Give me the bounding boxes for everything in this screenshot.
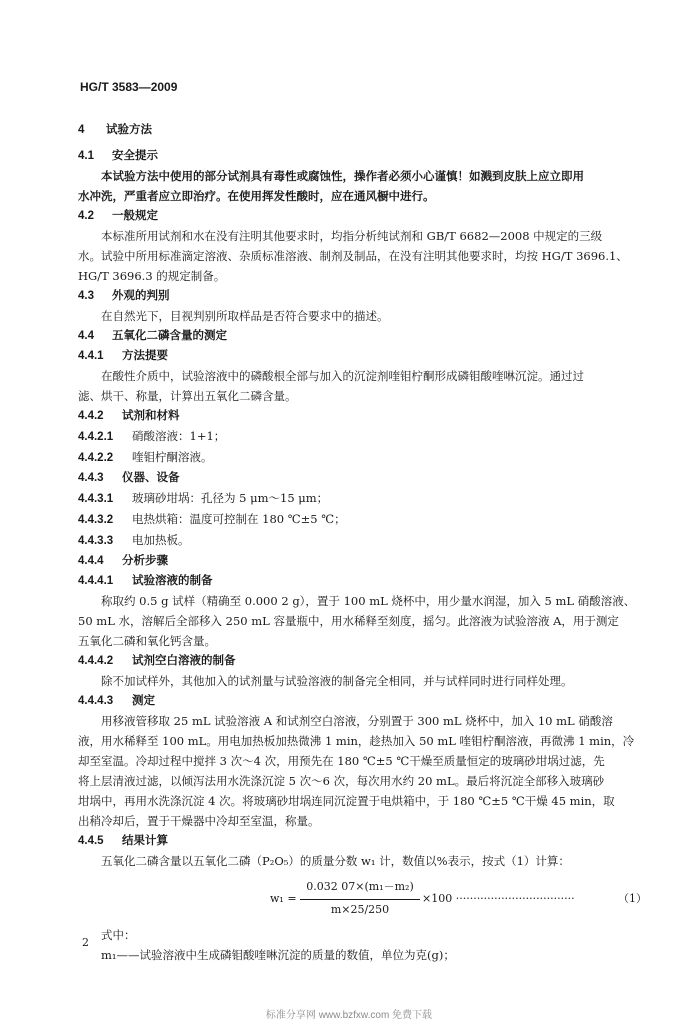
clause-number: 4.4.2.1 [78,431,114,443]
clause-text: 硝酸溶液：1+1； [132,429,226,443]
section-number: 4.2 [78,210,94,222]
section-4-4-5-heading [78,831,638,851]
section-number: 4.4.3 [78,472,104,484]
section-4-4-4-1-heading [78,571,638,591]
section-title: 一般规定 [112,210,158,222]
clause-text: 喹钼柠酮溶液。 [132,450,213,464]
section-number: 4.4.5 [78,835,104,847]
clause-number: 4.4.3.3 [78,535,114,547]
section-title: 测定 [132,695,155,707]
section-title: 外观的判别 [112,290,170,302]
paragraph-line: 滤、烘干、称量，计算出五氧化二磷含量。 [78,389,297,403]
section-title: 试验方法 [106,124,152,136]
clause-4-4-3-1 [78,488,638,509]
section-4-4-1-heading [78,346,638,366]
standard-code: HG/T 3583—2009 [80,80,178,94]
section-4-4-2-heading [78,406,638,426]
section-4-4-4-heading [78,551,638,571]
page-number: 2 [82,936,89,949]
paragraph-line: 将上层清液过滤，以倾泻法用水洗涤沉淀 5 次～6 次，每次用水约 20 mL。最后将沉淀全部移入玻璃砂 [78,774,605,788]
paragraph-line: HG/T 3696.3 的规定制备。 [78,269,226,283]
section-number: 4.4.2 [78,410,104,422]
formula-numerator: 0.032 07×(m₁－m₂) [300,877,420,900]
section-4-2-heading [78,206,638,226]
clause-4-4-3-3 [78,530,638,551]
paragraph-line: 水。试验中所用标准滴定溶液、杂质标准溶液、制剂及制品，在没有注明其他要求时，均按 HG/T 3696.1、 [78,249,628,263]
section-number: 4.4.1 [78,350,104,362]
clause-number: 4.4.3.1 [78,493,114,505]
paragraph-line: 水冲洗，严重者应立即治疗。在使用挥发性酸时，应在通风橱中进行。 [78,189,435,203]
paragraph-line: 本试验方法中使用的部分试剂具有毒性或腐蚀性，操作者必须小心谨慎！如溅到皮肤上应立即用 [101,169,584,183]
paragraph-line: 却至室温。冷却过程中搅拌 3 次～4 次，用预先在 180 ℃±5 ℃干燥至质量恒定的玻璃砂坩埚过滤，先 [78,754,605,768]
paragraph-line: 在自然光下，目视判别所取样品是否符合要求中的描述。 [101,309,389,323]
section-title: 试剂空白溶液的制备 [132,655,236,667]
formula-denominator: m×25/250 [330,903,390,916]
section-number: 4.4.4.3 [78,695,114,707]
clause-number: 4.4.3.2 [78,514,114,526]
clause-4-4-2-1 [78,426,638,447]
paragraph-line: 五氧化二磷和氧化钙含量。 [78,634,216,648]
paragraph-line: 液，用水稀释至 100 mL。用电加热板加热微沸 1 min，趁热加入 50 mL 喹钼柠酮溶液，再微沸 1 min，冷 [78,734,635,748]
paragraph-line: 称取约 0.5 g 试样（精确至 0.000 2 g），置于 100 mL 烧杯中，用少量水润湿，加入 5 mL 硝酸溶液、 [101,594,636,608]
section-title: 结果计算 [122,835,168,847]
section-4-4-heading [78,326,638,346]
paragraph-line: 用移液管移取 25 mL 试验溶液 A 和试剂空白溶液，分别置于 300 mL 烧杯中，加入 10 mL 硝酸溶 [101,714,613,728]
paragraph-line: 除不加试样外，其他加入的试剂量与试验溶液的制备完全相同，并与试样同时进行同样处理。 [101,674,573,688]
section-4-3-heading [78,286,638,306]
section-number: 4.4.4.1 [78,575,114,587]
section-number: 4 [78,124,85,136]
section-title: 试验溶液的制备 [132,575,213,587]
section-4-4-3-heading [78,468,638,488]
watermark: 标准分享网 www.bzfxw.com 免费下载 [265,1010,433,1021]
section-4-1-heading [78,146,638,166]
section-title: 试剂和材料 [122,410,180,422]
clause-text: 电热烘箱：温度可控制在 180 ℃±5 ℃； [132,512,346,526]
clause-number: 4.4.2.2 [78,452,114,464]
section-title: 分析步骤 [122,555,168,567]
section-title: 方法提要 [122,350,168,362]
section-title: 五氧化二磷含量的测定 [112,330,227,342]
clause-text: 玻璃砂坩埚：孔径为 5 μm～15 μm； [132,491,329,505]
section-number: 4.1 [78,150,94,162]
section-number: 4.4 [78,330,94,342]
paragraph-line: 出稍冷却后，置于干燥器中冷却至室温，称量。 [78,814,320,828]
section-4-4-4-3-heading [78,691,638,711]
paragraph-line: 五氧化二磷含量以五氧化二磷（P₂O₅）的质量分数 w₁ 计，数值以%表示，按式（1）计算： [101,854,570,868]
document-body [78,120,647,965]
equation-number: （1） [618,892,647,905]
formula-1 [78,875,647,919]
section-number: 4.3 [78,290,94,302]
clause-4-4-3-2 [78,509,638,530]
clause-text: 电加热板。 [132,533,190,547]
paragraph-line: 在酸性介质中，试验溶液中的磷酸根全部与加入的沉淀剂喹钼柠酮形成磷钼酸喹啉沉淀。通过过 [101,369,584,383]
section-title: 安全提示 [112,150,158,162]
section-number: 4.4.4.2 [78,655,114,667]
paragraph-line: 本标准所用试剂和水在没有注明其他要求时，均指分析纯试剂和 GB/T 6682—2008 中规定的三级 [101,229,603,243]
section-4-4-4-2-heading [78,651,638,671]
variable-definition: m₁——试验溶液中生成磷钼酸喹啉沉淀的质量的数值，单位为克(g)； [101,948,455,962]
section-title: 仪器、设备 [122,472,180,484]
formula-tail: ×100 ·································· [422,892,575,905]
section-4-heading [78,120,638,140]
section-number: 4.4.4 [78,555,104,567]
formula-lhs: w₁ = [270,892,297,905]
formula-fraction [300,877,420,920]
paragraph-line: 50 mL 水，溶解后全部移入 250 mL 容量瓶中，用水稀释至刻度，摇匀。此溶液为试验溶液 A，用于测定 [78,614,619,628]
paragraph-line: 坩埚中，再用水洗涤沉淀 4 次。将玻璃砂坩埚连同沉淀置于电烘箱中，于 180 ℃±5 ℃干燥 45 min，取 [78,794,615,808]
where-intro: 式中： [101,928,136,942]
clause-4-4-2-2 [78,447,638,468]
